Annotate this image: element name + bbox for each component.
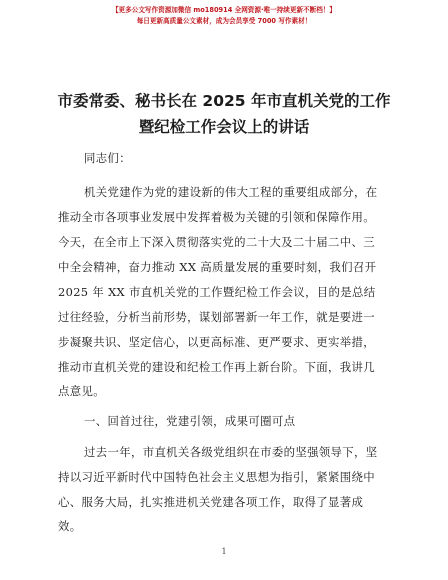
promo-banner-line-1: 【更多公文写作资源加微信 mo180914 全网资源·唯一持续更新不断档！】 bbox=[111, 6, 337, 14]
greeting: 同志们： bbox=[84, 151, 131, 165]
paragraph-line: 今天，在全市上下深入贯彻落实党的二十大及二十届二中、三 bbox=[58, 235, 375, 249]
document-title-line-2: 暨纪检工作会议上的讲话 bbox=[138, 118, 310, 136]
paragraph-line: 推动全市各项事业发展中发挥着极为关键的引领和保障作用。 bbox=[58, 210, 375, 224]
paragraph-line: 持以习近平新时代中国特色社会主义思想为指引，紧紧围绕中 bbox=[58, 470, 375, 484]
paragraph-line: 推动市直机关党的建设和纪检工作再上新台阶。下面，我讲几 bbox=[58, 360, 375, 374]
paragraph-line: 心、服务大局，扎实推进机关党建各项工作，取得了显著成 bbox=[58, 495, 364, 509]
document-title-line-1: 市委常委、秘书长在 2025 年市直机关党的工作 bbox=[57, 92, 391, 110]
paragraph-line: 效。 bbox=[58, 519, 82, 533]
paragraph-line: 2025 年 XX 市直机关党的工作暨纪检工作会议，目的是总结 bbox=[58, 285, 376, 299]
page-number: 1 bbox=[221, 547, 227, 556]
paragraph-line: 步凝聚共识、坚定信心，以更高标准、更严要求、更实举措， bbox=[58, 335, 375, 349]
paragraph-line: 过往经验，分析当前形势，谋划部署新一年工作，就是要进一 bbox=[58, 310, 375, 324]
promo-banner-line-2: 每日更新高质量公文素材，成为会员享受 7000 写作素材！ bbox=[136, 17, 312, 25]
paragraph-line: 机关党建作为党的建设新的伟大工程的重要组成部分，在 bbox=[84, 185, 378, 199]
paragraph-line: 过去一年，市直机关各级党组织在市委的坚强领导下，坚 bbox=[84, 445, 378, 459]
paragraph-line: 点意见。 bbox=[58, 384, 105, 398]
section-heading: 一、回首过往，党建引领，成果可圈可点 bbox=[84, 414, 296, 428]
paragraph-line: 中全会精神，奋力推动 XX 高质量发展的重要时刻，我们召开 bbox=[58, 260, 377, 274]
